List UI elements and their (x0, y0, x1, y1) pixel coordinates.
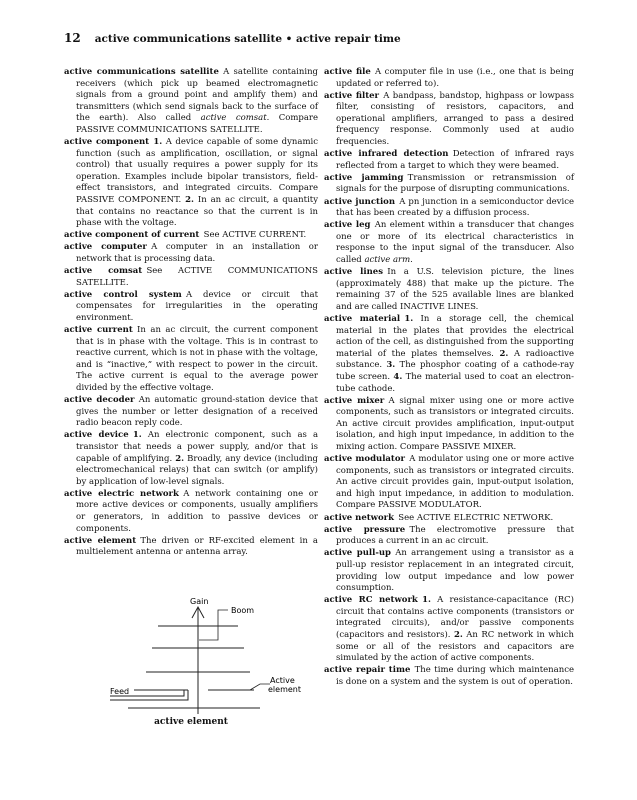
entry-definition: See ACTIVE COMMUNICATIONS SATELLITE. (76, 266, 319, 288)
entry-term: active repair time (324, 665, 411, 676)
feed-label: Feed (110, 687, 130, 696)
entry-definition: An electronic component, such as a transistor that needs a power supply, and/or that is capable of amplifying. (76, 430, 319, 464)
entry-term: active current (64, 325, 133, 336)
entry-term: active file (324, 67, 371, 77)
dictionary-entry (64, 489, 318, 535)
entry-definition: In an ac circuit, a quantity that contains no reactance so that the current is in phase with the voltage. (76, 195, 319, 229)
dictionary-entry (324, 149, 574, 172)
dictionary-entry (324, 314, 574, 395)
entry-definition: active arm. (364, 255, 413, 265)
entry-term: active leg (324, 220, 371, 231)
sense-number: 1. (404, 313, 414, 324)
sense-number: 2. (453, 630, 463, 640)
entry-definition: The driven or RF-excited element in a multielement antenna or antenna array. (76, 535, 318, 558)
dictionary-entry (324, 396, 574, 454)
dictionary-entry (64, 230, 318, 242)
active-element-label-2: element (268, 685, 301, 694)
entry-term: active computer (64, 242, 147, 253)
sense-number: 2. (499, 348, 509, 359)
dictionary-entry (64, 67, 318, 137)
sense-number: 4. (393, 371, 403, 382)
sense-number: 1. (132, 430, 142, 441)
entry-term: active element (64, 535, 137, 546)
entry-term: active modulator (324, 454, 406, 465)
entry-definition: A device or circuit that compensates for irregularities in the operating environment. (76, 289, 318, 323)
entry-term: active junction (324, 196, 396, 207)
dictionary-entry (324, 91, 574, 149)
entry-term: active RC network (324, 595, 418, 606)
entry-term: active component (64, 137, 150, 148)
dictionary-entry (324, 548, 574, 594)
entry-definition: The time during which maintenance is done on a system and the system is out of operation. (336, 665, 574, 687)
dictionary-entry (324, 454, 574, 512)
entry-term: active pull-up (324, 548, 391, 559)
entry-definition: An element within a transducer that changes one or more of its electrical characteristics in response to the input signal of the transducer. Also called (336, 220, 574, 265)
sense-number: 2. (175, 453, 185, 464)
dictionary-entry (324, 595, 574, 665)
entry-term: active infrared detection (324, 149, 449, 160)
gain-label: Gain (190, 597, 209, 606)
dictionary-entry (64, 325, 318, 395)
page-number: 12 (64, 31, 81, 45)
entry-definition: Compare PASSIVE COMMUNICATIONS SATELLITE. (76, 113, 319, 135)
entry-term: active pressure (324, 524, 406, 535)
dictionary-entry (324, 220, 574, 266)
right-column (324, 67, 574, 689)
entry-term: active component of current (64, 230, 200, 241)
entry-definition: An automatic ground-station device that gives the number or letter designation of a received radio beacon reply code. (76, 395, 318, 429)
entry-term: active mixer (324, 395, 385, 406)
dictionary-entry (324, 197, 574, 220)
entry-definition: Transmission or retransmission of signals for the purpose of disrupting communications. (336, 172, 574, 195)
entry-definition: A computer file in use (i.e., one that is being updated or referred to). (336, 67, 574, 89)
boom-pointer (199, 610, 228, 640)
sense-number: 1. (153, 137, 163, 148)
entry-term: active electric network (64, 488, 179, 499)
dictionary-entry (324, 525, 574, 548)
entry-definition: Detection of infrared rays reflected from a target to which they were beamed. (336, 149, 574, 171)
dictionary-entry (64, 536, 318, 559)
entry-definition: active comsat. (200, 113, 270, 124)
entry-term: active filter (324, 90, 380, 101)
entry-definition: The electromotive pressure that produces a current in an ac circuit. (336, 524, 574, 547)
entry-definition: See ACTIVE ELECTRIC NETWORK. (398, 512, 554, 523)
dictionary-entry (64, 430, 318, 488)
entry-definition: A device capable of some dynamic function (such as amplification, oscillation, or signal control) that usually requires a power supply for its operation. Examples include bipolar transistors, field-effect transistors, and integrated circuits. Compare PASSIVE COMPONENT. (76, 137, 318, 206)
entry-term: active material (324, 313, 401, 324)
dictionary-entry (64, 137, 318, 230)
dictionary-entry (64, 395, 318, 430)
entry-definition: See ACTIVE CURRENT. (203, 230, 307, 241)
dictionary-entry (64, 242, 318, 265)
dictionary-entry (64, 266, 318, 289)
dictionary-entry (324, 267, 574, 313)
entry-term: active jamming (324, 172, 404, 183)
dictionary-entry (324, 665, 574, 688)
entry-term: active comsat (64, 266, 143, 277)
entry-definition: A bandpass, bandstop, highpass or lowpass filter, consisting of resistors, capacitors, and operational amplifiers, arranged to pass a desired frequency response. Commonly used at audio frequencies. (336, 90, 574, 148)
entry-term: active decoder (64, 395, 135, 406)
left-column (64, 67, 318, 559)
entry-term: active control system (64, 289, 182, 300)
entry-definition: A pn junction in a semiconductor device that has been created by a diffusion process. (336, 196, 574, 219)
entry-definition: The material used to coat an electron-tube cathode. (336, 371, 574, 394)
entry-definition: In a U.S. television picture, the lines (approximately 488) that make up the picture. The remaining 37 of the 525 available lines are blanked and are called INACTIVE LINES. (336, 267, 574, 312)
sense-number: 2. (185, 195, 194, 206)
entry-definition: A radioactive substance. (336, 348, 574, 371)
entry-term: active lines (324, 267, 383, 278)
entry-definition: Broadly, any device (including electromechanical relays) that can switch (or amplify) by application of low-level signals. (76, 453, 318, 487)
entry-definition: In an ac circuit, the current component that is in phase with the voltage. This is in contrast to reactive current, which is not in phase with the voltage, and is “inactive,” with respect to power in the circuit. The active current is equal to the average power divided by the effective voltage. (76, 325, 318, 394)
active-element-diagram (110, 596, 310, 731)
sense-number: 3. (386, 360, 396, 371)
entry-definition: An arrangement using a transistor as a pull-up resistor replacement in an integrated circuit, providing low output impedance and low power consumption. (336, 548, 574, 594)
sense-number: 1. (422, 595, 431, 606)
entry-definition: In a storage cell, the chemical material in the plates that provides the electrical action of the cell, as distinguished from the supporting material of the plates themselves. (336, 313, 574, 359)
entry-term: active device (64, 430, 129, 441)
entry-definition: An RC network in which some or all of the resistors and capacitors are simulated by the action of active components. (336, 630, 574, 664)
dictionary-entry (64, 290, 318, 325)
entry-definition: A network containing one or more active devices or components, usually amplifiers or generators, in addition to passive devices or components. (76, 488, 318, 534)
entry-term: active network (324, 512, 395, 523)
dictionary-entry (324, 173, 574, 196)
dictionary-entry (324, 67, 574, 90)
entry-definition: A resistance-capacitance (RC) circuit that contains active components (transistors or integrated circuits), and/or passive components (capacitors and resistors). (336, 595, 574, 640)
running-header (64, 31, 401, 45)
entry-definition: A satellite containing receivers (which pick up beamed electromagnetic signals from a ground point and amplify them) and transmitters (which send signals back to the surface of the earth). Also called (76, 67, 318, 124)
entry-definition: The phosphor coating of a cathode-ray tube screen. (336, 360, 574, 382)
figure-caption: active element (154, 717, 228, 727)
entry-definition: A modulator using one or more active components, such as transistors or integrated circuits. An active circuit provides gain, input-output isolation, and high input impedance, in addition to modulation. Compare PASSIVE MODULATOR. (336, 454, 574, 511)
entry-definition: A signal mixer using one or more active components, such as transistors or integrated circuits. An active circuit provides amplification, input-output isolation, and high input impedance, in addition to the mixing action. Compare PASSIVE MIXER. (336, 395, 575, 452)
header-title: active communications satellite • active repair time (94, 33, 401, 45)
entry-term: active communications satellite (64, 67, 219, 77)
boom-label: Boom (231, 606, 255, 615)
active-element-pointer (250, 684, 270, 690)
entry-definition: A computer in an installation or network that is processing data. (76, 242, 318, 264)
dictionary-entry (324, 513, 574, 525)
active-element-label-1: Active (270, 676, 295, 685)
